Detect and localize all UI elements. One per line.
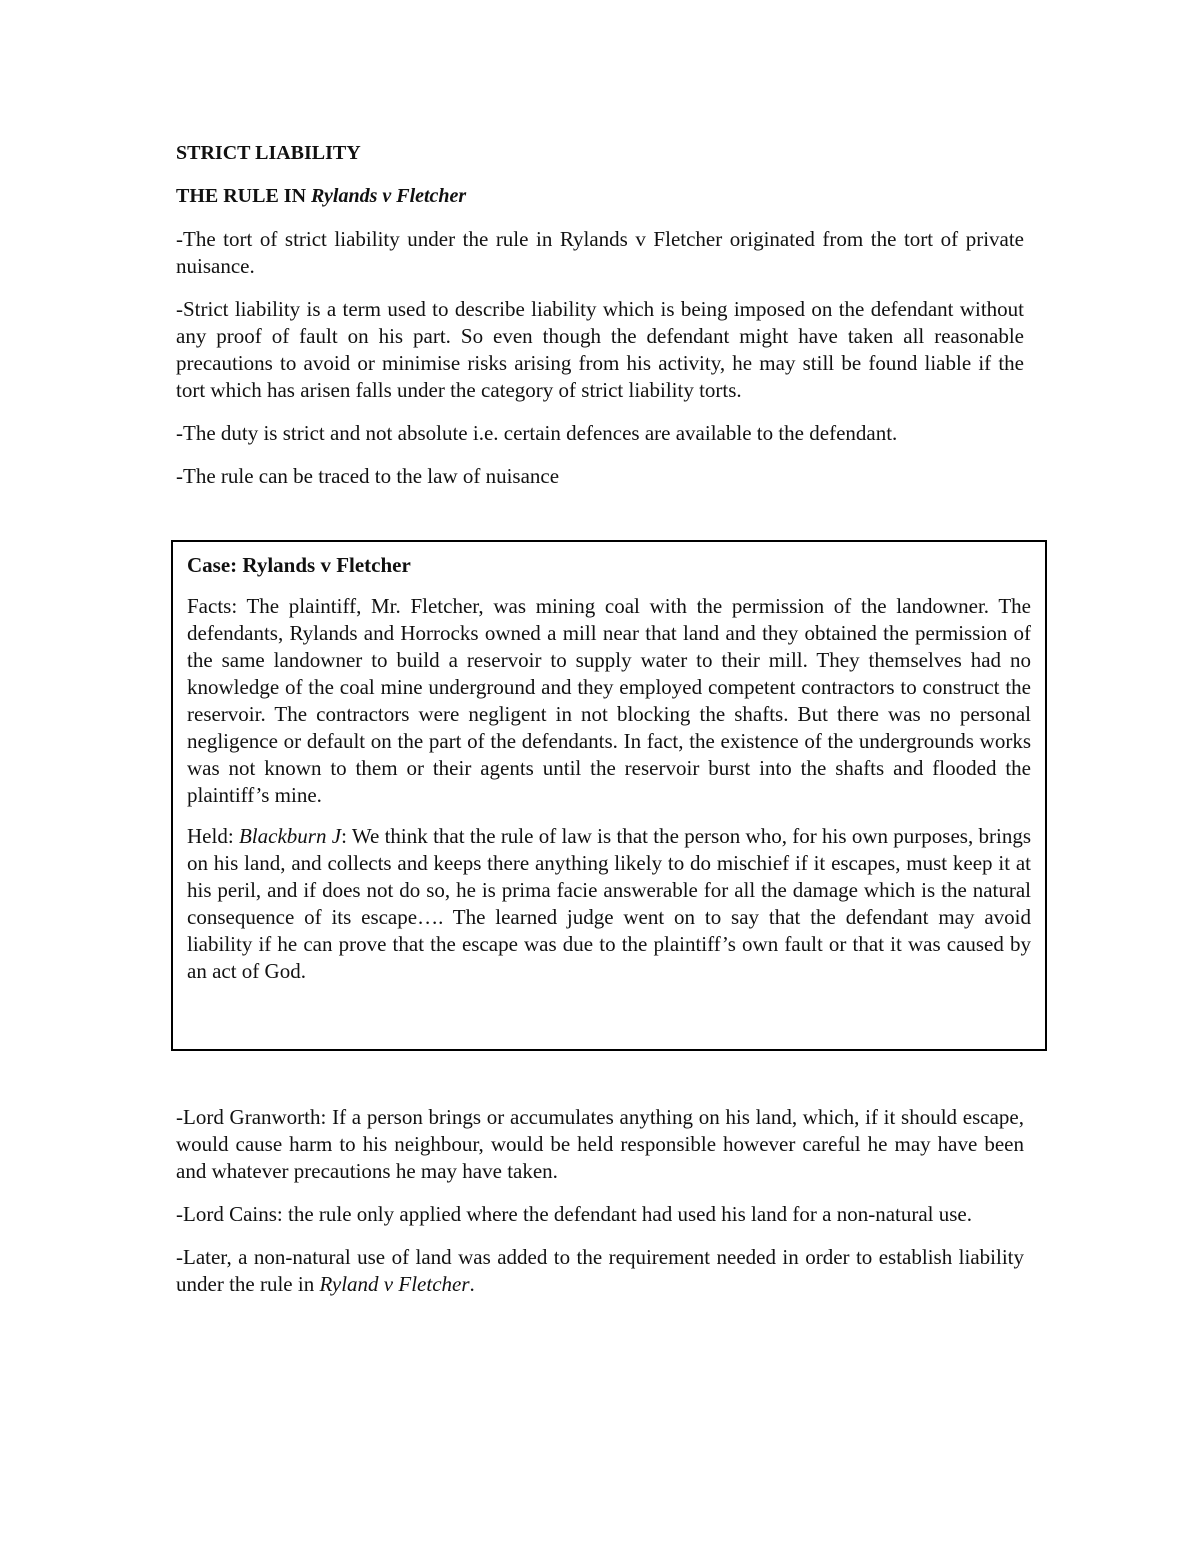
intro-paragraph: -The tort of strict liability under the rule in Rylands v Fletcher originated from the tort of private nuisance. [176, 227, 1024, 278]
intro-paragraph: -The rule can be traced to the law of nuisance [176, 464, 560, 488]
final-paragraph-end: . [469, 1272, 475, 1296]
final-paragraph-case-name: Ryland v Fletcher [319, 1272, 470, 1296]
final-paragraph [176, 1244, 1024, 1298]
case-held-text: : We think that the rule of law is that the person who, for his own purposes, brings on his land, and collects and keeps there anything likely to do mischief if it escapes, must keep it at his peril, and if does not do so, he is prima facie answerable for all the damage which is the natural consequence of its escape…. The learned judge went on to say that the defendant may avoid liability if he can prove that the escape was due to the plaintiff’s own fault or that it was caused by an act of God. [187, 824, 1032, 983]
case-held [187, 823, 1031, 985]
case-box-title: Case: Rylands v Fletcher [187, 553, 411, 577]
after-paragraph: -Lord Cains: the rule only applied where the defendant had used his land for a non-natural use. [176, 1202, 973, 1226]
after-paragraph: -Lord Granworth: If a person brings or accumulates anything on his land, which, if it should escape, would cause harm to his neighbour, would be held responsible however careful he may have been and whatever precautions he may have taken. [176, 1105, 1024, 1183]
intro-paragraph: -Strict liability is a term used to describe liability which is being imposed on the defendant without any proof of fault on his part. So even though the defendant might have taken all reasonable precautions to avoid or minimise risks arising from his activity, he may still be found liable if the tort which has arisen falls under the category of strict liability torts. [176, 297, 1024, 402]
rule-heading-prefix: THE RULE IN [176, 185, 312, 207]
document-lower-body [176, 1104, 1024, 1314]
case-held-prefix: Held: [187, 824, 239, 848]
case-box [171, 540, 1047, 1051]
final-paragraph-text: -Later, a non-natural use of land was added to the requirement needed in order to establish liability under the rule in [176, 1245, 1024, 1296]
document-title: STRICT LIABILITY [176, 142, 361, 164]
document-body [176, 140, 1024, 506]
rule-heading-case-name: Rylands v Fletcher [311, 185, 467, 207]
case-facts: Facts: The plaintiff, Mr. Fletcher, was mining coal with the permission of the landowner. The defendants, Rylands and Horrocks owned a mill near that land and they obtained the permission of the same landowner to build a reservoir to supply water to their mill. They themselves had no knowledge of the coal mine underground and they employed competent contractors to construct the reservoir. The contractors were negligent in not blocking the shafts. But there was no personal negligence or default on the part of the defendants. In fact, the existence of the undergrounds works was not known to them or their agents until the reservoir burst into the shafts and flooded the plaintiff’s mine. [187, 594, 1031, 807]
rule-heading [176, 183, 1024, 210]
case-held-judge: Blackburn J [238, 824, 342, 848]
intro-paragraph: -The duty is strict and not absolute i.e. certain defences are available to the defendant. [176, 421, 898, 445]
